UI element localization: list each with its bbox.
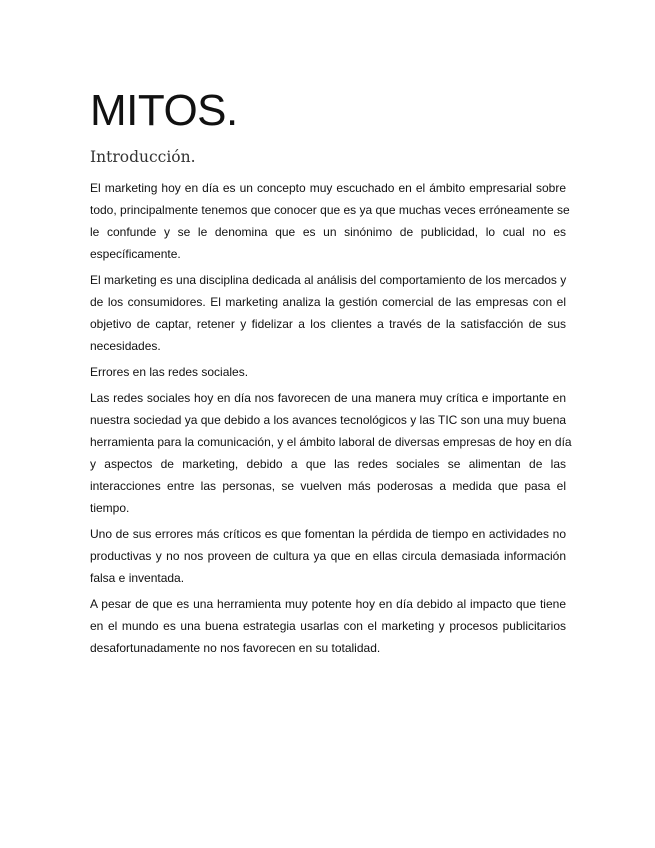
- text-line: desafortunadamente no nos favorecen en su totalidad.: [90, 641, 381, 655]
- text-line: El marketing es una disciplina dedicada al análisis del comportamiento de los mercados y: [90, 273, 567, 287]
- paragraph: [90, 593, 566, 659]
- text-line: A pesar de que es una herramienta muy potente hoy en día debido al impacto que tiene: [90, 597, 566, 611]
- section-heading: Introducción.: [90, 148, 196, 166]
- text-line: y aspectos de marketing, debido a que las redes sociales se alimentan de las: [90, 457, 566, 471]
- text-line: productivas y no nos proveen de cultura ya que en ellas circula demasiada información: [90, 549, 566, 563]
- text-line: le confunde y se le denomina que es un sinónimo de publicidad, lo cual no es: [90, 225, 566, 239]
- page-title: MITOS.: [90, 86, 238, 135]
- text-line: objetivo de captar, retener y fidelizar a los clientes a través de la satisfacción de sus: [90, 317, 566, 331]
- paragraph: [90, 177, 570, 265]
- text-line: interacciones entre las personas, se vuelven más poderosas a medida que pasa el: [90, 479, 566, 493]
- text-line: específicamente.: [90, 247, 181, 261]
- paragraph: [90, 523, 566, 589]
- text-line: Las redes sociales hoy en día nos favorecen de una manera muy crítica e importante en: [90, 391, 566, 405]
- text-line: de los consumidores. El marketing analiza la gestión comercial de las empresas con el: [90, 295, 566, 309]
- text-line: todo, principalmente tenemos que conocer que es ya que muchas veces erróneamente se: [90, 203, 570, 217]
- text-line: El marketing hoy en día es un concepto muy escuchado en el ámbito empresarial sobre: [90, 181, 566, 195]
- paragraph: [90, 361, 566, 383]
- text-line: herramienta para la comunicación, y el ámbito laboral de diversas empresas de hoy en día: [90, 435, 572, 449]
- text-line: necesidades.: [90, 339, 161, 353]
- text-line: nuestra sociedad ya que debido a los avances tecnológicos y las TIC son una muy buena: [90, 413, 567, 427]
- document-body: [90, 177, 572, 663]
- text-line: tiempo.: [90, 501, 130, 515]
- paragraph: [90, 387, 572, 519]
- paragraph: [90, 269, 566, 357]
- text-line: en el mundo es una buena estrategia usarlas con el marketing y procesos publicitarios: [90, 619, 566, 633]
- text-line: Uno de sus errores más críticos es que fomentan la pérdida de tiempo en actividades no: [90, 527, 566, 541]
- text-line: Errores en las redes sociales.: [90, 365, 249, 379]
- text-line: falsa e inventada.: [90, 571, 185, 585]
